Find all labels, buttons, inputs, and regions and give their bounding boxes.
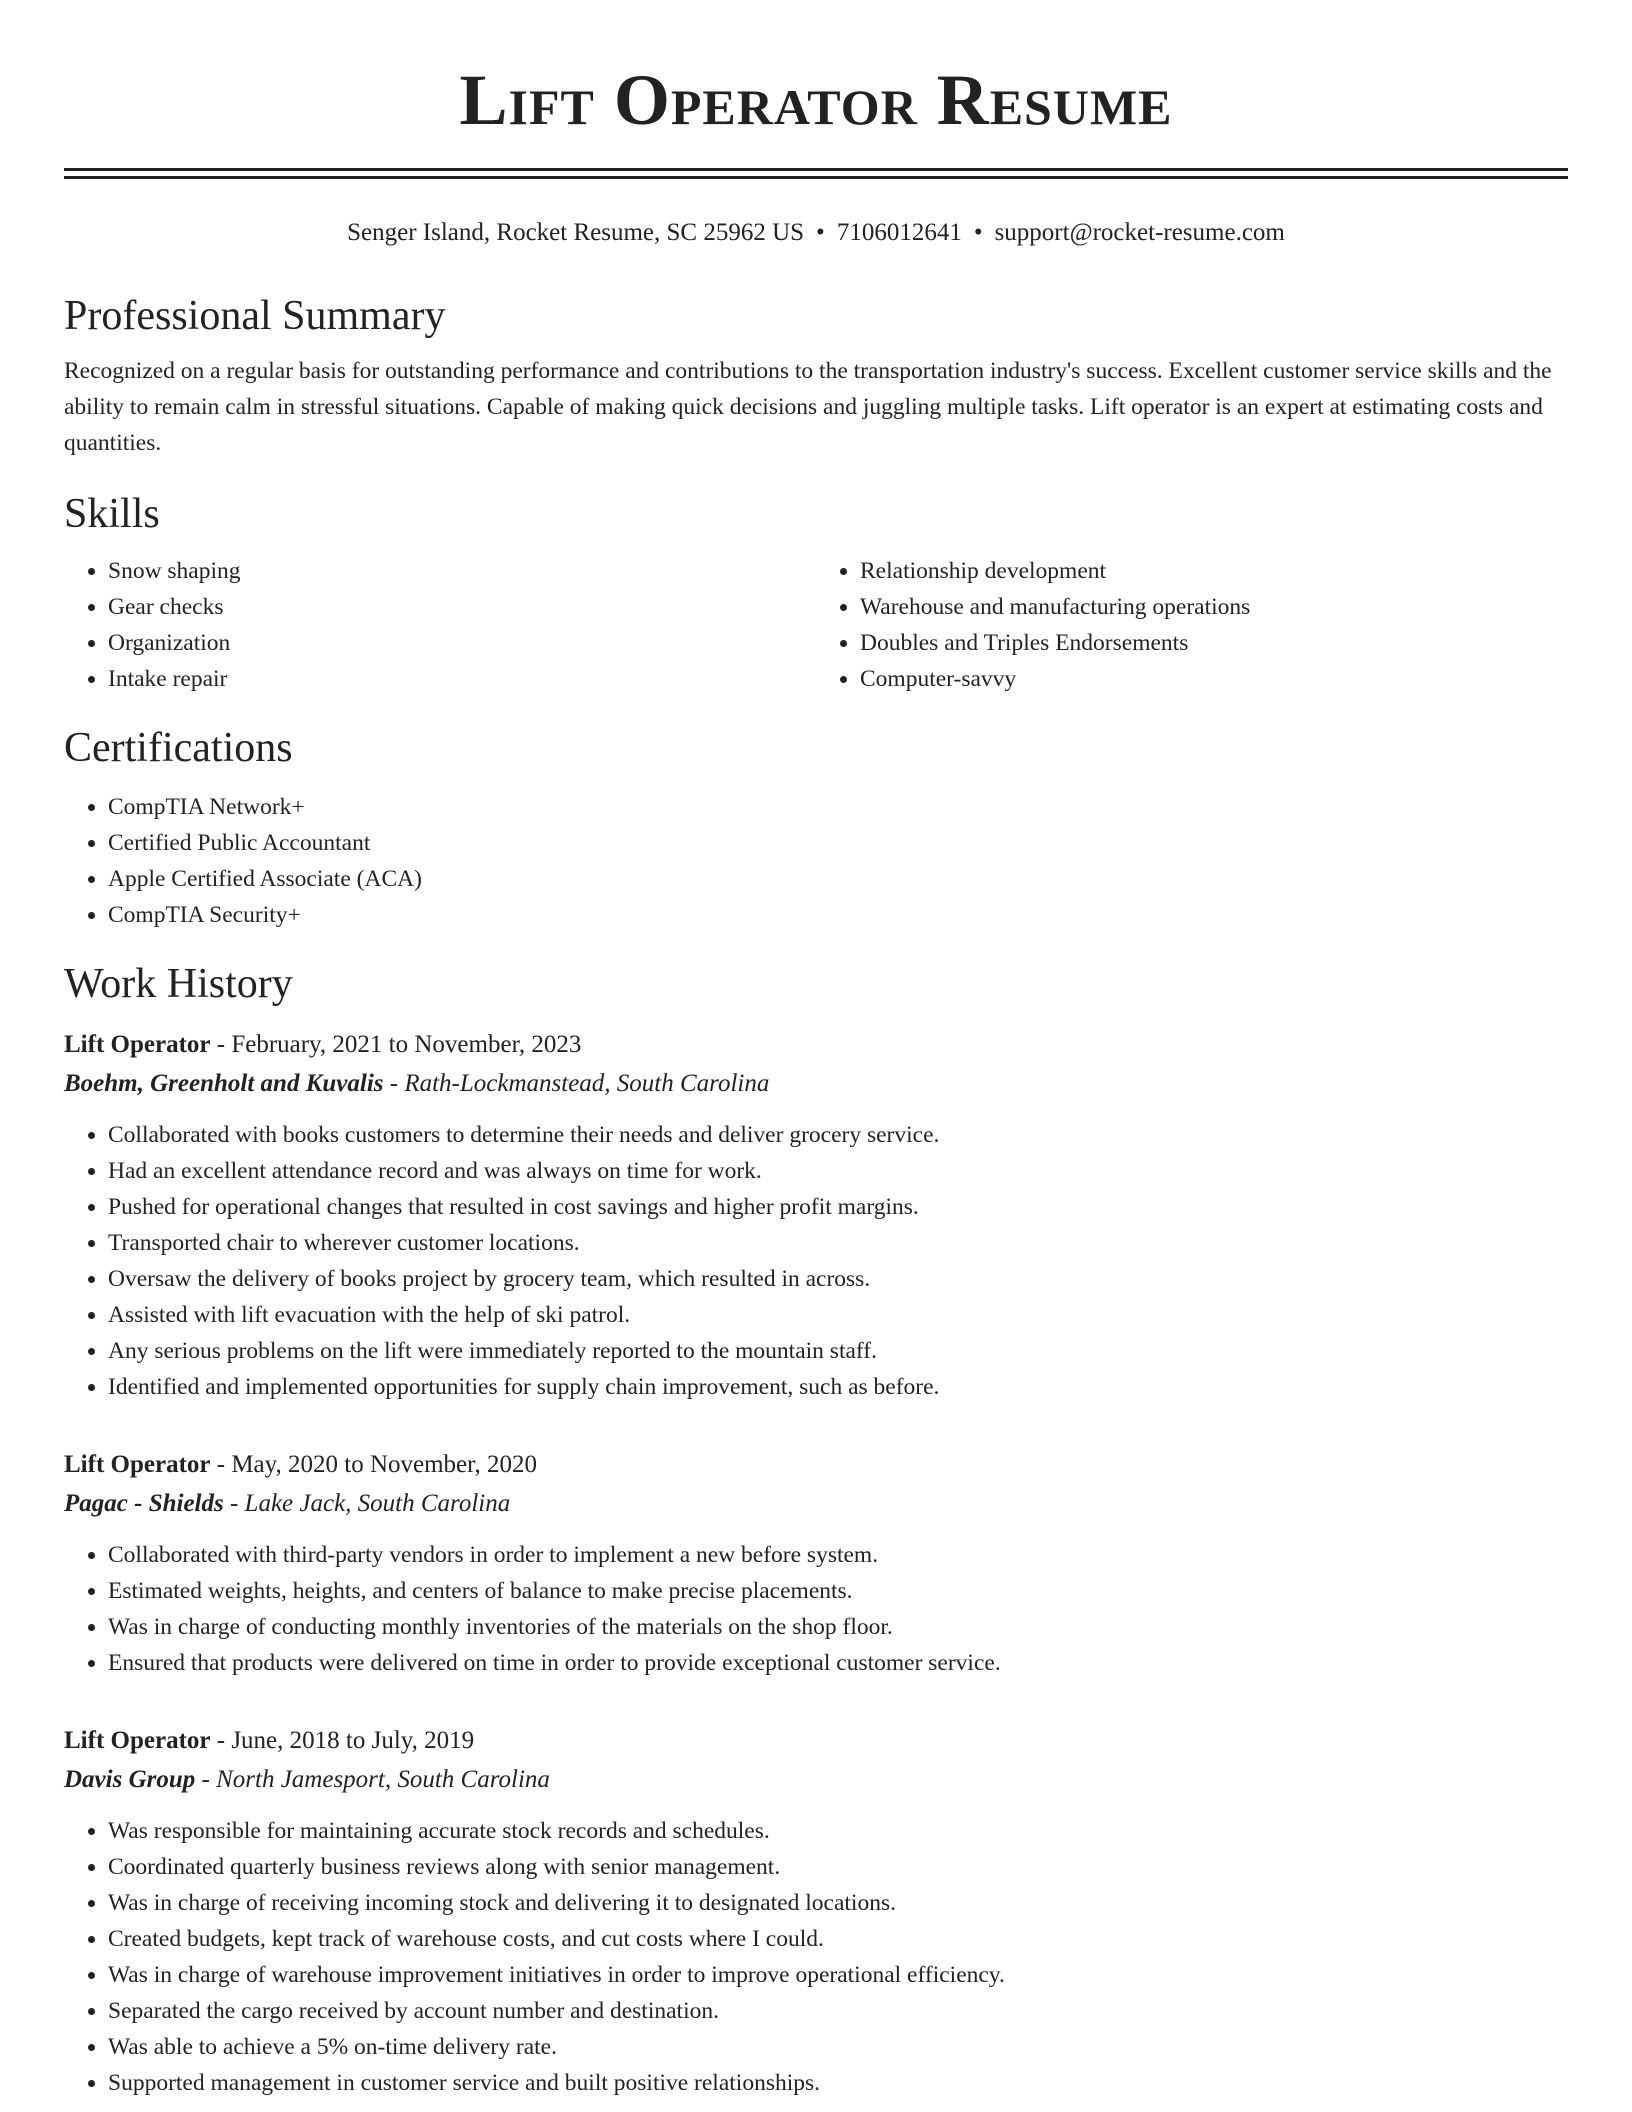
job-bullet: • Assisted with lift evacuation with the help of ski patrol. xyxy=(108,1297,1568,1333)
summary-text: Recognized on a regular basis for outstanding performance and contributions to the transportation industry's success. Excellent customer service skills and the ability to remain calm in stressful situations. Capable of making quick decisions and juggling multiple tasks. Lift operator is an expert at estimating costs and quantities. xyxy=(64,358,1552,456)
job-dates: June, 2018 to July, 2019 xyxy=(231,1727,475,1754)
job-bullets xyxy=(64,1117,1568,1405)
contact-separator: • xyxy=(816,219,825,246)
skill-item: • Intake repair xyxy=(108,661,816,697)
contact-separator: • xyxy=(973,219,983,246)
job-bullet: • Pushed for operational changes that resulted in cost savings and higher profit margins. xyxy=(108,1189,1568,1225)
job-bullet: • Separated the cargo received by account number and destination. xyxy=(108,1993,1568,2029)
job-dates: February, 2021 to November, 2023 xyxy=(231,1031,582,1058)
skill-item: • Gear checks xyxy=(108,589,816,625)
job-location: Lake Jack, South Carolina xyxy=(244,1490,511,1517)
skill-item: • Snow shaping xyxy=(108,553,816,589)
job-company: Davis Group xyxy=(64,1766,196,1793)
job-bullet: • Any serious problems on the lift were immediately reported to the mountain staff. xyxy=(108,1333,1568,1369)
job-bullet: • Was in charge of conducting monthly inventories of the materials on the shop floor. xyxy=(108,1609,1568,1645)
certification-item: • Certified Public Accountant xyxy=(108,825,1568,861)
job-entry xyxy=(64,1445,1568,1681)
job-dates: May, 2020 to November, 2020 xyxy=(231,1451,537,1478)
contact-address: Senger Island, Rocket Resume, SC 25962 US xyxy=(347,219,805,246)
job-title: Lift Operator xyxy=(64,1727,211,1754)
resume-title: Lift Operator Resume xyxy=(459,60,1173,140)
job-company-line xyxy=(64,1761,1568,1799)
skills-columns xyxy=(64,553,1568,697)
job-bullet: • Was able to achieve a 5% on-time delivery rate. xyxy=(108,2029,1568,2065)
skill-item: • Computer-savvy xyxy=(860,661,1568,697)
contact-phone: 7106012641 xyxy=(836,219,962,246)
certifications-list xyxy=(64,789,1568,933)
job-company: Boehm, Greenholt and Kuvalis xyxy=(64,1070,384,1097)
job-title: Lift Operator xyxy=(64,1031,211,1058)
job-dash: - xyxy=(383,1070,405,1097)
job-dash: - xyxy=(210,1727,232,1754)
job-location: North Jamesport, South Carolina xyxy=(216,1766,550,1793)
job-title: Lift Operator xyxy=(64,1451,211,1478)
certifications-heading: Certifications xyxy=(64,725,293,771)
job-bullet: • Collaborated with third-party vendors in order to implement a new before system. xyxy=(108,1537,1568,1573)
skills-heading: Skills xyxy=(64,491,160,537)
job-company: Pagac - Shields xyxy=(64,1490,224,1517)
job-bullet: • Supported management in customer service and built positive relationships. xyxy=(108,2065,1568,2101)
job-bullet: • Had an excellent attendance record and was always on time for work. xyxy=(108,1153,1568,1189)
title-divider xyxy=(64,168,1568,179)
job-dash: - xyxy=(210,1031,232,1058)
job-company-line xyxy=(64,1065,1568,1103)
job-bullet: • Transported chair to wherever customer locations. xyxy=(108,1225,1568,1261)
job-bullet: • Ensured that products were delivered on time in order to provide exceptional customer service. xyxy=(108,1645,1568,1681)
certification-item: • Apple Certified Associate (ACA) xyxy=(108,861,1568,897)
skill-item: • Warehouse and manufacturing operations xyxy=(860,589,1568,625)
certification-item: • CompTIA Security+ xyxy=(108,897,1568,933)
job-bullet: • Was in charge of warehouse improvement initiatives in order to improve operational efficiency. xyxy=(108,1957,1568,1993)
contact-email: support@rocket-resume.com xyxy=(994,219,1285,246)
contact-line xyxy=(64,217,1568,249)
job-bullet: • Identified and implemented opportunities for supply chain improvement, such as before. xyxy=(108,1369,1568,1405)
skill-item: • Relationship development xyxy=(860,553,1568,589)
job-bullet: • Was in charge of receiving incoming stock and delivering it to designated locations. xyxy=(108,1885,1568,1921)
job-bullet: • Collaborated with books customers to determine their needs and deliver grocery service. xyxy=(108,1117,1568,1153)
certification-item: • CompTIA Network+ xyxy=(108,789,1568,825)
skills-list-left xyxy=(64,553,816,697)
job-company-line xyxy=(64,1485,1568,1523)
job-bullets xyxy=(64,1537,1568,1681)
job-entry xyxy=(64,1025,1568,1405)
job-location: Rath-Lockmanstead, South Carolina xyxy=(404,1070,770,1097)
job-bullet: • Oversaw the delivery of books project by grocery team, which resulted in across. xyxy=(108,1261,1568,1297)
job-bullet: • Was responsible for maintaining accurate stock records and schedules. xyxy=(108,1813,1568,1849)
job-dash: - xyxy=(223,1490,245,1517)
skills-list-right xyxy=(816,553,1568,697)
job-dash: - xyxy=(210,1451,232,1478)
summary-heading: Professional Summary xyxy=(64,293,446,339)
skill-item: • Doubles and Triples Endorsements xyxy=(860,625,1568,661)
job-bullet: • Created budgets, kept track of warehouse costs, and cut costs where I could. xyxy=(108,1921,1568,1957)
job-bullets xyxy=(64,1813,1568,2101)
job-title-line xyxy=(64,1721,1568,1761)
job-bullet: • Coordinated quarterly business reviews along with senior management. xyxy=(108,1849,1568,1885)
job-dash: - xyxy=(195,1766,217,1793)
job-title-line xyxy=(64,1025,1568,1065)
job-bullet: • Estimated weights, heights, and centers of balance to make precise placements. xyxy=(108,1573,1568,1609)
skill-item: • Organization xyxy=(108,625,816,661)
work-history-heading: Work History xyxy=(64,961,293,1007)
job-entry xyxy=(64,1721,1568,2101)
job-title-line xyxy=(64,1445,1568,1485)
